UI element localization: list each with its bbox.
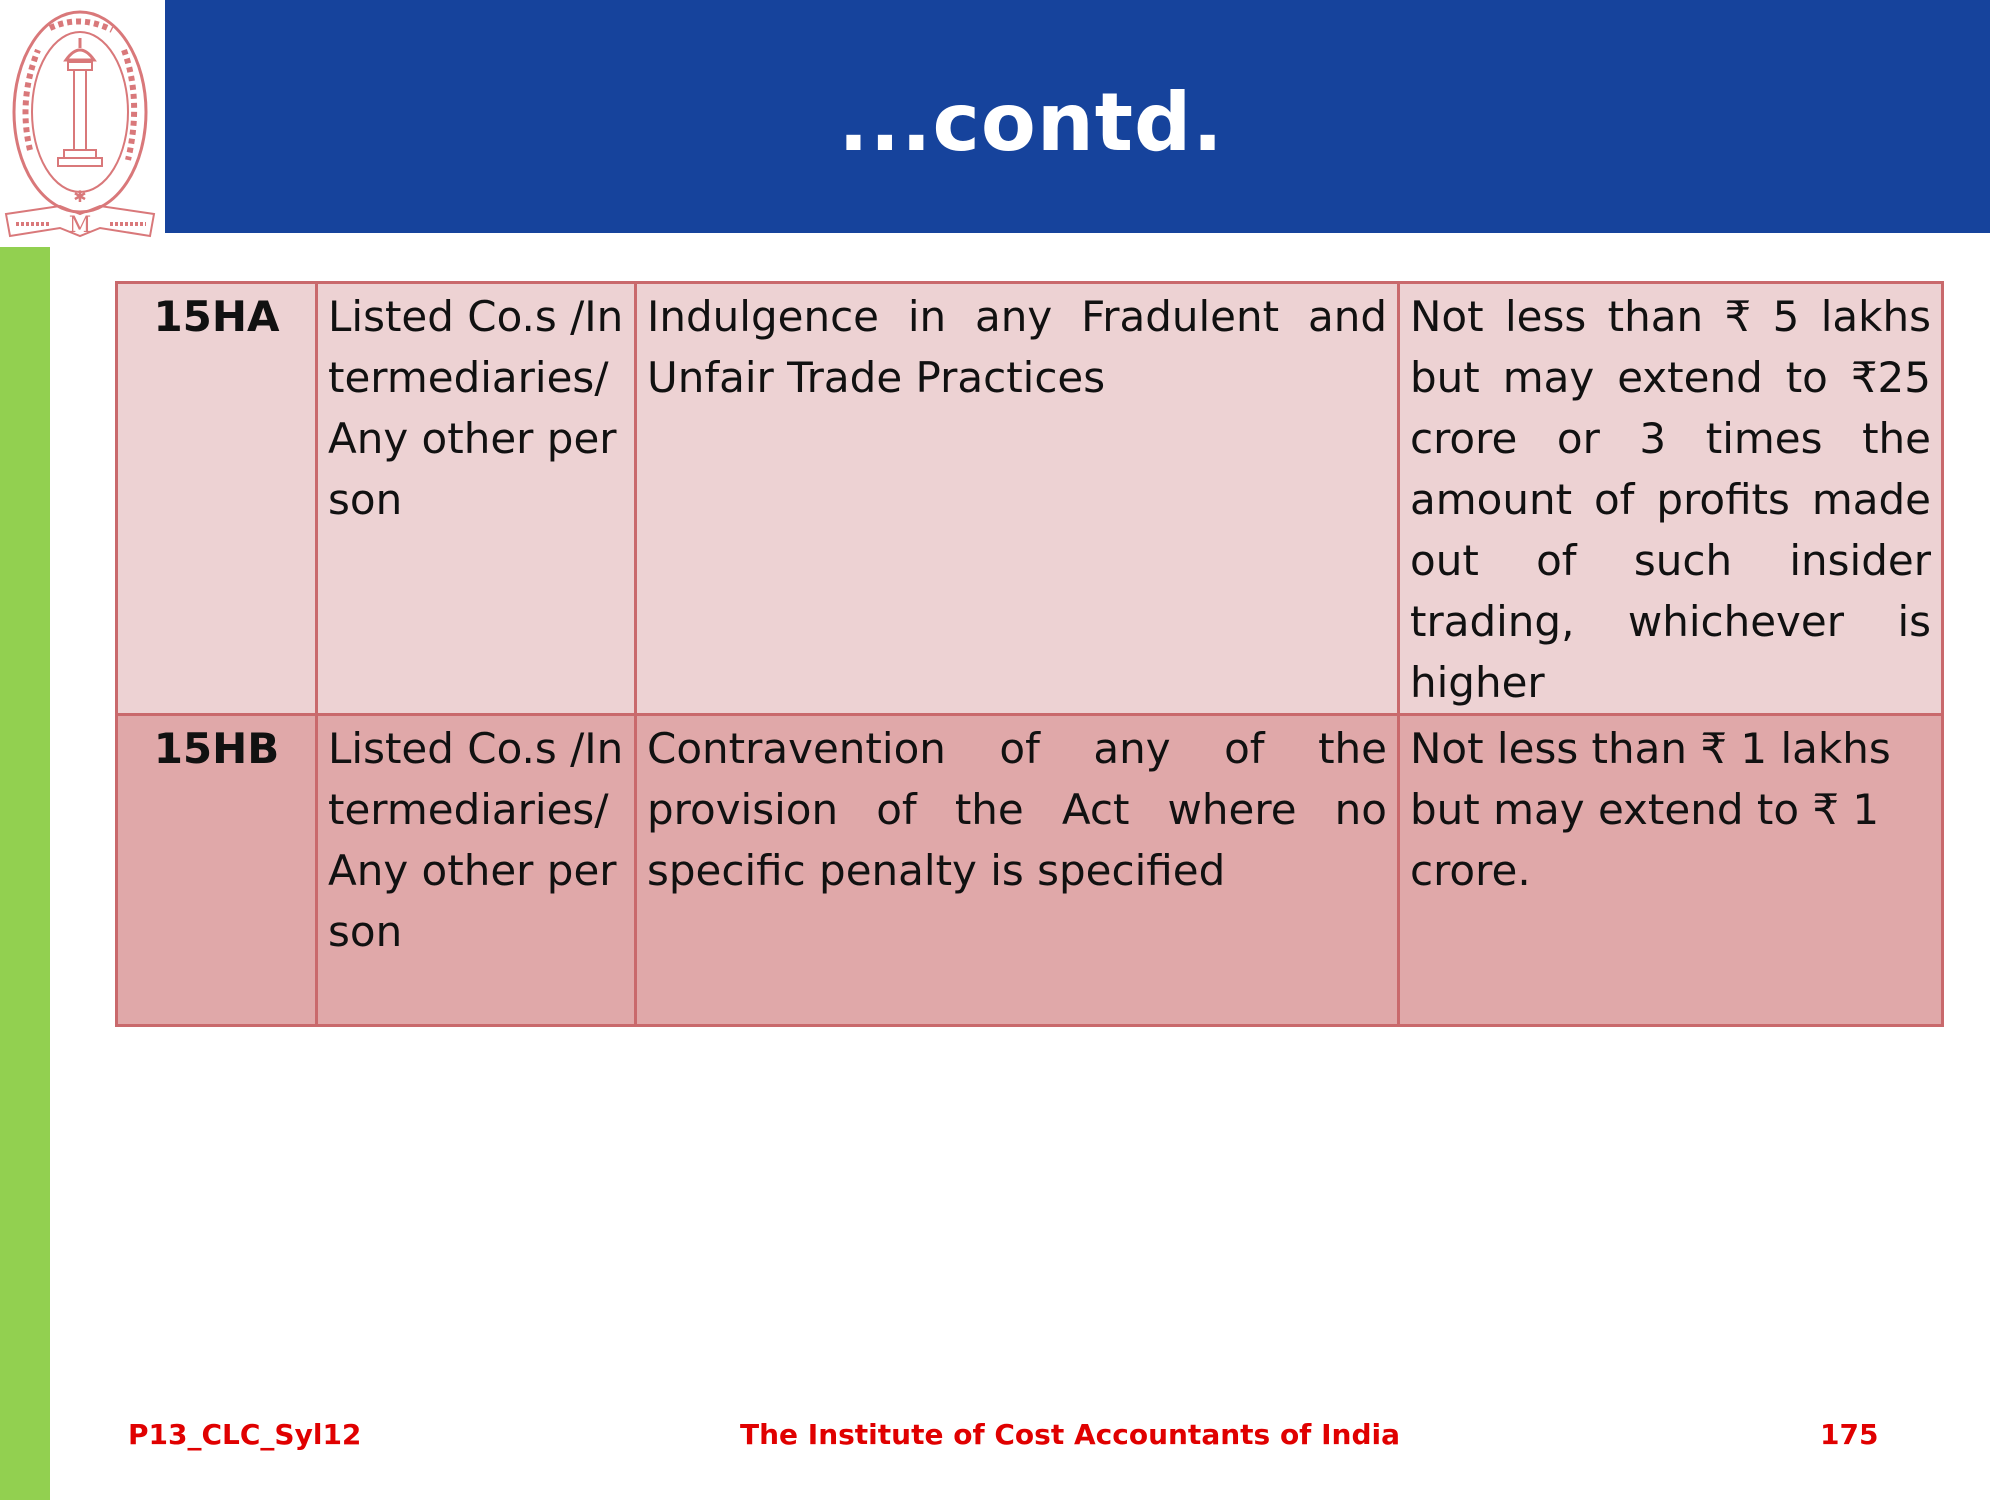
page-number: 175 [1820, 1418, 1879, 1451]
accent-bar [0, 247, 50, 1500]
header-bar [165, 0, 1990, 233]
svg-text:✱: ✱ [73, 187, 87, 206]
applicable-to-cell: Listed Co.s /Intermediaries/ Any other person [317, 715, 636, 1026]
penalty-cell: Not less than ₹ 5 lakhs but may extend to ₹25 crore or 3 times the amount of profits made out of such insider trading, whichever is higher [1399, 283, 1943, 715]
institute-seal-icon [0, 0, 165, 247]
page-title: ...contd. [838, 76, 1224, 169]
penalty-table [115, 281, 1944, 1027]
table-row [117, 283, 1943, 715]
penalty-cell: Not less than ₹ 1 lakhs but may extend to ₹ 1 crore. [1399, 715, 1943, 1026]
table-row [117, 715, 1943, 1026]
offence-cell: Indulgence in any Fradulent and Unfair Trade Practices [636, 283, 1399, 715]
footer-code: P13_CLC_Syl12 [128, 1418, 362, 1451]
offence-cell: Contravention of any of the provision of the Act where no specific penalty is specified [636, 715, 1399, 1026]
logo [0, 0, 165, 247]
applicable-to-cell: Listed Co.s /Intermediaries/ Any other person [317, 283, 636, 715]
section-cell: 15HB [117, 715, 317, 1026]
svg-text:M: M [68, 213, 92, 238]
section-cell: 15HA [117, 283, 317, 715]
footer-institute: The Institute of Cost Accountants of India [740, 1418, 1400, 1451]
